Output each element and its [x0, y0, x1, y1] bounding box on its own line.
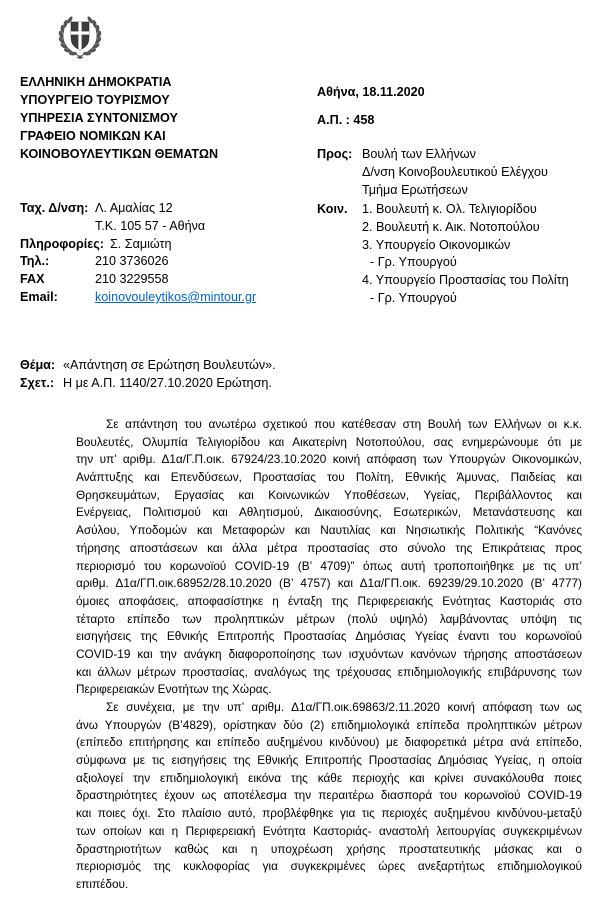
cc-line: 1. Βουλευτή κ. Ολ. Τελιγιορίδου — [362, 202, 537, 216]
body-line: Ενέργειας, Πολιτισμού και Αθλητισμού, Δικαιοσύνης, Εσωτερικών, Μετανάστευσης και — [76, 505, 582, 520]
info-value: Σ. Σαμιώτη — [110, 236, 172, 251]
phone-label: Τηλ.: — [20, 254, 50, 269]
cc-label: Κοιν. — [317, 202, 348, 216]
address-value: Λ. Αμαλίας 12 — [95, 201, 173, 215]
fax-label: FAX — [20, 272, 45, 287]
reference-row — [20, 375, 276, 393]
body-line: τήρησης αποστάσεων και άλλα μέτρα προστασίας στο σύνολο της Επικράτειας προς — [76, 540, 582, 555]
body-line: και άλλων μέτρων προστασίας, αναλόγως της τρέχουσας επιδημιολογικής επιβάρυνσης των — [76, 664, 582, 679]
cc-lines — [362, 201, 569, 308]
body-line: τέταρτο επίπεδο των προληπτικών μέτρων (πολύ υψηλό) λαμβάνοντας υπόψη τις — [76, 611, 582, 626]
sender-line: ΥΠΟΥΡΓΕΙΟ ΤΟΥΡΙΣΜΟΥ — [20, 93, 170, 107]
sender-block — [20, 73, 218, 163]
body-line: αριθμ. Δ1α/ΓΠ.οικ.68952/28.10.2020 (Β’ 4757) και Δ1α/ΓΠ.οικ. 69239/29.10.2020 (Β’ 4777) — [76, 576, 582, 591]
sender-line: ΥΠΗΡΕΣΙΑ ΣΥΝΤΟΝΙΣΜΟΥ — [20, 111, 178, 125]
address-row — [20, 200, 256, 218]
body-line: Βουλευτές, Ολυμπία Τελιγιορίδου και Αικατερίνη Νοτοπούλου, σας ενημερώνουμε ότι με — [76, 434, 582, 449]
body-line: Ανάπτυξης και Επενδύσεων, Προστασίας του Πολίτη, Εθνικής Άμυνας, Παιδείας και — [76, 470, 582, 485]
email-label: Email: — [20, 289, 58, 304]
letter-body — [76, 416, 582, 894]
body-line: περιορισμό του κορωνοϊού COVID-19 (Β’ 4709)” όπως αυτή τροποποιήθηκε με τις υπ’ — [76, 558, 582, 573]
body-line: των οποίων και η Περιφερειακή Ενότητα Καστοριάς- αναστολή λειτουργίας συγκεκριμένων — [76, 823, 582, 838]
body-line: και ποιες όχι. Στο πλαίσιο αυτό, προβλέφθηκε για τις περιοχές αυξημένου κινδύνου-μεταξύ — [76, 806, 582, 821]
to-line: Τμήμα Ερωτήσεων — [362, 182, 468, 197]
body-line: (επίπεδο επιτήρησης και επίπεδο αυξημένου κινδύνου) με διαφορετικά μέτρα ανά επίπεδο, — [76, 735, 582, 750]
info-label: Πληροφορίες: — [20, 236, 104, 251]
body-line: επιπέδου. — [76, 876, 129, 891]
to-lines — [362, 146, 548, 199]
info-row — [20, 236, 256, 254]
paragraph-1 — [76, 416, 582, 699]
body-line: σύμφωνα με τις εισηγήσεις της Εθνικής Επιτροπής Προστασίας Δημόσιας Υγείας, η οποία — [76, 753, 582, 768]
subject-label: Θέμα: — [20, 358, 56, 372]
subject-row — [20, 357, 276, 375]
address-label: Ταχ. Δ/νση: — [20, 201, 89, 215]
body-line: Περιφερειακών Ενοτήτων της Χώρας. — [76, 682, 272, 697]
body-line: την υπ’ αριθμ. Δ1α/Γ.Π.οικ. 67924/23.10.2020 κοινή απόφαση των Υπουργών Οικονομικών, — [76, 452, 582, 467]
email-row — [20, 289, 256, 307]
body-line: COVID-19 και την ανάγκη διαφοροποίησης των ισχυόντων κανόνων τήρησης αποστάσεων — [76, 646, 582, 661]
cc-line: 4. Υπουργείο Προστασίας του Πολίτη — [362, 273, 569, 288]
fax-row — [20, 271, 256, 289]
sender-line: ΚΟΙΝΟΒΟΥΛΕΥΤΙΚΩΝ ΘΕΜΑΤΩΝ — [20, 147, 219, 161]
to-line: Δ/νση Κοινοβουλευτικού Ελέγχου — [362, 164, 548, 179]
body-line: δραστηριότητες έχουν ως αποτέλεσμα την περαιτέρω διασπορά του κορωνοϊού COVID-19 — [76, 788, 582, 803]
cc-line: 3. Υπουργείο Οικονομικών — [362, 237, 511, 252]
cc-subline: - Γρ. Υπουργού — [370, 290, 457, 305]
body-line: δραστηριοτήτων καθώς και η υποχρέωση χρήσης προστατευτικής μάσκας και ο — [76, 841, 582, 856]
body-line: εισηγήσεις της Εθνικής Επιτροπής Προστασίας Δημόσιας Υγείας έναντι του κορωνοϊού — [76, 629, 582, 644]
to-line: Βουλή των Ελλήνων — [362, 147, 476, 161]
cc-line: 2. Βουλευτή κ. Αικ. Νοτοπούλου — [362, 219, 540, 234]
subject-block — [20, 357, 276, 392]
body-line: Σε συνέχεια, με την υπ’ αριθμ. Δ1α/ΓΠ.οικ.69863/2.11.2020 κοινή απόφαση των ως — [106, 700, 582, 714]
body-line: Σε απάντηση του ανωτέρω σχετικού που κατέθεσαν στη Βουλή των Ελλήνων οι κ.κ. — [106, 417, 582, 431]
subject-value: «Απάντηση σε Ερώτηση Βουλευτών». — [63, 358, 276, 372]
body-line: άνω Υπουργών (Β’4829), ορίστηκαν δύο (2) επιδημιολογικά επίπεδα προληπτικών μέτρων — [76, 717, 582, 732]
phone-value: 210 3736026 — [95, 254, 169, 269]
postcode-value: Τ.Κ. 105 57 - Αθήνα — [95, 218, 206, 233]
document-date: Αθήνα, 18.11.2020 — [317, 85, 425, 99]
reference-label: Σχετ.: — [20, 375, 55, 390]
sender-line: ΕΛΛΗΝΙΚΗ ΔΗΜΟΚΡΑΤΙΑ — [20, 75, 172, 89]
paragraph-2 — [76, 699, 582, 894]
wreath-bow — [77, 55, 84, 59]
shield-cross-vertical — [78, 22, 81, 50]
email-link[interactable]: koinovouleytikos@mintour.gr — [95, 289, 257, 304]
sender-line: ΓΡΑΦΕΙΟ ΝΟΜΙΚΩΝ ΚΑΙ — [20, 129, 166, 143]
phone-row — [20, 253, 256, 271]
postcode-row — [20, 218, 256, 236]
fax-value: 210 3229558 — [95, 272, 169, 287]
cc-subline: - Γρ. Υπουργού — [370, 255, 457, 270]
reference-value: Η με Α.Π. 1140/27.10.2020 Ερώτηση. — [63, 375, 272, 390]
recipients-cc — [317, 201, 569, 308]
shield-cross-horizontal — [71, 31, 89, 34]
protocol-number: Α.Π. : 458 — [317, 113, 375, 127]
body-line: Θρησκευμάτων, Εργασίας και Κοινωνικών Υποθέσεων, Υγείας, Περιβάλλοντος και — [76, 487, 582, 502]
contact-block — [20, 200, 256, 307]
body-line: περιορισμός της κυκλοφορίας για συγκεκριμένες ώρες ανεξαρτήτως επιδημιολογικού — [76, 859, 582, 874]
body-line: αξιολογεί την επιδημιολογική εικόνα της κάθε περιοχής και κρίνει συνακόλουθα ποιες — [76, 770, 582, 785]
to-label: Προς: — [317, 147, 353, 161]
body-line: Ασύλου, Υποδομών και Μεταφορών και Ναυτιλίας και Νησιωτικής Πολιτικής “Κανόνες — [76, 523, 582, 538]
greek-coat-of-arms-icon — [56, 8, 104, 62]
recipients-to — [317, 146, 548, 199]
body-line: όμοιες αποφάσεις, αποφασίστηκε η ένταξη της Περιφερειακής Ενότητας Καστοριάς στο — [76, 593, 582, 608]
